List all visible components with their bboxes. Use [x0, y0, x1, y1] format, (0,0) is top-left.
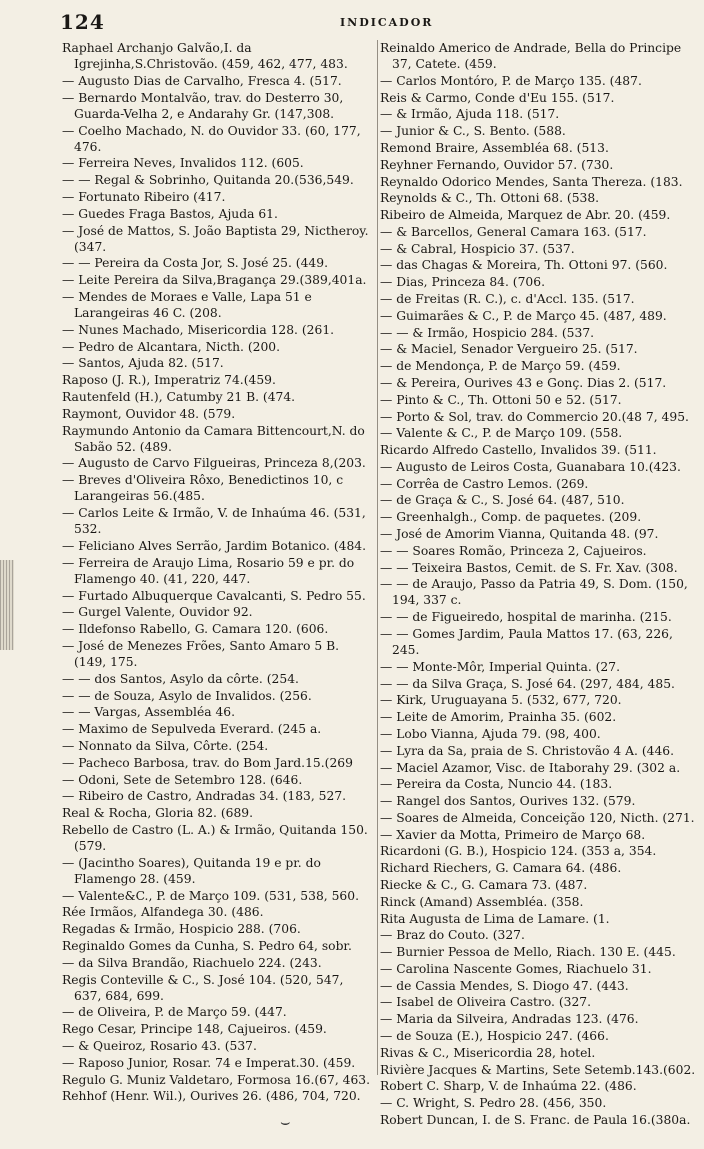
directory-entry: — & Queiroz, Rosario 43. (537.	[62, 1038, 257, 1053]
directory-entry: — Greenhalgh., Comp. de paquetes. (209.	[380, 510, 642, 525]
directory-entry: Ribeiro de Almeida, Marquez de Abr. 20. (459.	[380, 208, 671, 223]
directory-entry: Rautenfeld (H.), Catumby 21 B. (474.	[62, 389, 296, 404]
directory-entry: Richard Riechers, G. Camara 64. (486.	[380, 861, 622, 876]
directory-entry: — Ildefonso Rabello, G. Camara 120. (606.	[62, 622, 329, 637]
directory-entry: — Ribeiro de Castro, Andradas 34. (183, 527.	[62, 789, 347, 804]
page-number: 124	[60, 10, 105, 34]
directory-entry: — Isabel de Oliveira Castro. (327.	[380, 995, 592, 1010]
directory-entry: — Ferreira Neves, Invalidos 112. (605.	[62, 156, 304, 171]
directory-entry: — Valente & C., P. de Março 109. (558.	[380, 426, 623, 441]
directory-entry: Reyhner Fernando, Ouvidor 57. (730.	[380, 157, 614, 172]
right-column	[380, 40, 696, 1129]
directory-entry: — Maciel Azamor, Visc. de Itaborahy 29. (302 a.	[380, 760, 681, 775]
directory-entry: — Lyra da Sa, praia de S. Christovão 4 A. (446.	[380, 743, 675, 758]
directory-entry: — Xavier da Motta, Primeiro de Março 68.	[380, 827, 646, 842]
directory-entry: Raymundo Antonio da Camara Bittencourt,N. do Sabão 52. (489.	[62, 423, 365, 454]
directory-entry: — — Pereira da Costa Jor, S. José 25. (449.	[62, 256, 328, 271]
directory-entry: — Gurgel Valente, Ouvidor 92.	[62, 605, 253, 620]
directory-entry: — & Irmão, Ajuda 118. (517.	[380, 107, 560, 122]
directory-entry: — — Teixeira Bastos, Cemit. de S. Fr. Xav. (308.	[380, 560, 678, 575]
directory-entry: — & Maciel, Senador Vergueiro 25. (517.	[380, 342, 638, 357]
directory-entry: — Pacheco Barbosa, trav. do Bom Jard.15.(269	[62, 755, 353, 770]
directory-entry: Robert C. Sharp, V. de Inhaúma 22. (486.	[380, 1079, 637, 1094]
directory-entry: — Fortunato Ribeiro (417.	[62, 189, 226, 204]
directory-entry: — Leite de Amorim, Prainha 35. (602.	[380, 710, 617, 725]
directory-entry: — de Graça & C., S. José 64. (487, 510.	[380, 493, 625, 508]
directory-entry: — Mendes de Moraes e Valle, Lapa 51 e Larangeiras 46 C. (208.	[62, 289, 312, 321]
directory-entry: Rivière Jacques & Martins, Sete Setemb.143.(602.	[380, 1062, 696, 1077]
directory-entry: — Braz do Couto. (327.	[380, 928, 525, 943]
directory-entry: — Breves d'Oliveira Rôxo, Benedictinos 10, c Larangeiras 56.(485.	[62, 473, 344, 504]
directory-entry: — — de Figueiredo, hospital de marinha. (215.	[380, 610, 672, 625]
directory-entry: — Corrêa de Castro Lemos. (269.	[380, 476, 589, 491]
column-divider	[377, 40, 378, 1075]
directory-entry: Robert Duncan, I. de S. Franc. de Paula 16.(380a.	[380, 1112, 691, 1127]
directory-entry: Ricardo Alfredo Castello, Invalidos 39. (511.	[380, 443, 657, 458]
directory-entry: Reinaldo Americo de Andrade, Bella do Principe 37, Catete. (459.	[380, 41, 682, 72]
directory-entry: — Kirk, Uruguayana 5. (532, 677, 720.	[380, 693, 622, 708]
directory-entry: — Santos, Ajuda 82. (517.	[62, 356, 224, 371]
directory-entry: — Pereira da Costa, Nuncio 44. (183.	[380, 777, 613, 792]
directory-entry: — & Cabral, Hospicio 37. (537.	[380, 241, 575, 256]
directory-entry: — de Souza (E.), Hospicio 247. (466.	[380, 1029, 609, 1044]
directory-entry: — — Soares Romão, Princeza 2, Cajueiros.	[380, 543, 647, 558]
directory-entry: — Pinto & C., Th. Ottoni 50 e 52. (517.	[380, 392, 622, 407]
directory-entry: — das Chagas & Moreira, Th. Ottoni 97. (560.	[380, 258, 668, 273]
left-column	[62, 40, 374, 1105]
directory-entry: Remond Braire, Assembléa 68. (513.	[380, 141, 609, 155]
page-header	[0, 10, 704, 36]
directory-entry: — — Vargas, Assembléa 46.	[62, 705, 236, 720]
directory-entry: Raposo (J. R.), Imperatriz 74.(459.	[62, 373, 276, 388]
directory-entry: — — Monte-Môr, Imperial Quinta. (27.	[380, 659, 620, 674]
directory-entry: Reynaldo Odorico Mendes, Santa Thereza. (183.	[380, 174, 683, 189]
page-footer-mark: ⌣	[280, 1112, 291, 1131]
directory-entry: — de Oliveira, P. de Março 59. (447.	[62, 1005, 287, 1020]
directory-entry: Raphael Archanjo Galvão,I. da Igrejinha,S.Christovão. (459, 462, 477, 483.	[62, 41, 348, 72]
directory-entry: — Coelho Machado, N. do Ouvidor 33. (60, 177, 476.	[62, 123, 361, 154]
directory-entry: Reynolds & C., Th. Ottoni 68. (538.	[380, 191, 600, 206]
directory-entry: — Guedes Fraga Bastos, Ajuda 61.	[62, 206, 278, 221]
directory-entry: — Carlos Montóro, P. de Março 135. (487.	[380, 73, 642, 88]
directory-entry: — & Pereira, Ourives 43 e Gonç. Dias 2. (517.	[380, 375, 667, 390]
directory-entry: — Porto & Sol, trav. do Commercio 20.(48 7, 495.	[380, 409, 689, 424]
directory-entry: — Furtado Albuquerque Cavalcanti, S. Pedro 55.	[62, 588, 366, 603]
directory-entry: — Bernardo Montalvão, trav. do Desterro 30, Guarda-Velha 2, e Andarahy Gr. (147,308.	[62, 90, 344, 121]
directory-entry: — José de Mattos, S. João Baptista 29, Nictheroy. (347.	[62, 223, 369, 254]
directory-entry: — de Freitas (R. C.), c. d'Accl. 135. (517.	[380, 292, 635, 307]
binding-edge	[0, 560, 14, 650]
directory-entry: — Augusto de Leiros Costa, Guanabara 10.(423.	[380, 459, 681, 474]
directory-entry: — — & Irmão, Hospicio 284. (537.	[380, 325, 595, 340]
directory-entry: Rinck (Amand) Assembléa. (358.	[380, 894, 584, 909]
directory-entry: Rivas & C., Misericordia 28, hotel.	[380, 1045, 596, 1060]
directory-entry: Regulo G. Muniz Valdetaro, Formosa 16.(67, 463.	[62, 1072, 371, 1087]
directory-entry: — de Mendonça, P. de Março 59. (459.	[380, 359, 621, 374]
directory-entry: — da Silva Brandão, Riachuelo 224. (243.	[62, 955, 322, 970]
directory-entry: — Odoni, Sete de Setembro 128. (646.	[62, 772, 303, 787]
directory-entry: Rée Irmãos, Alfandega 30. (486.	[62, 905, 264, 920]
directory-entry: — Carolina Nascente Gomes, Riachuelo 31.	[380, 961, 652, 976]
directory-entry: — Maximo de Sepulveda Everard. (245 a.	[62, 722, 322, 737]
running-title: INDICADOR	[340, 16, 434, 29]
directory-entry: — Lobo Vianna, Ajuda 79. (98, 400.	[380, 726, 601, 741]
directory-entry: — Raposo Junior, Rosar. 74 e Imperat.30. (459.	[62, 1055, 356, 1070]
directory-entry: Raymont, Ouvidor 48. (579.	[62, 406, 236, 421]
directory-entry: — Nonnato da Silva, Côrte. (254.	[62, 738, 269, 753]
directory-entry: — Augusto de Carvo Filgueiras, Princeza 8,(203.	[62, 456, 366, 471]
directory-entry: — Feliciano Alves Serrão, Jardim Botanico. (484.	[62, 538, 367, 553]
directory-entry: — C. Wright, S. Pedro 28. (456, 350.	[380, 1096, 607, 1111]
directory-entry: — — da Silva Graça, S. José 64. (297, 484, 485.	[380, 676, 675, 691]
directory-entry: — Rangel dos Santos, Ourives 132. (579.	[380, 794, 636, 809]
directory-entry: Rehhof (Henr. Wil.), Ourives 26. (486, 704, 720.	[62, 1089, 361, 1104]
directory-entry: Rego Cesar, Principe 148, Cajueiros. (459.	[62, 1022, 327, 1037]
directory-entry: — — Gomes Jardim, Paula Mattos 17. (63, 226, 245.	[380, 626, 673, 658]
directory-entry: Rita Augusta de Lima de Lamare. (1.	[380, 911, 610, 926]
directory-entry: — Burnier Pessoa de Mello, Riach. 130 E. (445.	[380, 945, 676, 960]
directory-entry: — — de Araujo, Passo da Patria 49, S. Dom. (150, 194, 337 c.	[380, 577, 688, 608]
directory-entry: — Leite Pereira da Silva,Bragança 29.(389,401a.	[62, 273, 367, 288]
directory-entry: — Dias, Princeza 84. (706.	[380, 275, 545, 290]
directory-entry: Riecke & C., G. Camara 73. (487.	[380, 878, 588, 892]
directory-entry: — Ferreira de Araujo Lima, Rosario 59 e pr. do Flamengo 40. (41, 220, 447.	[62, 555, 355, 586]
directory-entry: — (Jacintho Soares), Quitanda 19 e pr. do Flamengo 28. (459.	[62, 855, 321, 886]
directory-entry: — Guimarães & C., P. de Março 45. (487, 489.	[380, 308, 667, 323]
directory-entry: — Nunes Machado, Misericordia 128. (261.	[62, 322, 335, 337]
directory-entry: — & Barcellos, General Camara 163. (517.	[380, 224, 647, 239]
directory-entry: Real & Rocha, Gloria 82. (689.	[62, 806, 254, 821]
directory-entry: Rebello de Castro (L. A.) & Irmão, Quitanda 150. (579.	[62, 822, 368, 853]
directory-entry: — José de Amorim Vianna, Quitanda 48. (97.	[380, 526, 659, 541]
directory-entry: — Carlos Leite & Irmão, V. de Inhaúma 46. (531, 532.	[62, 506, 366, 537]
directory-entry: — Augusto Dias de Carvalho, Fresca 4. (517.	[62, 73, 342, 88]
directory-entry: Reginaldo Gomes da Cunha, S. Pedro 64, sobr.	[62, 938, 352, 953]
directory-entry: Regis Conteville & C., S. José 104. (520, 547, 637, 684, 699.	[62, 972, 344, 1003]
directory-entry: — — dos Santos, Asylo da côrte. (254.	[62, 671, 299, 686]
directory-entry: Regadas & Irmão, Hospicio 288. (706.	[62, 922, 301, 937]
directory-entry: — Soares de Almeida, Conceição 120, Nicth. (271.	[380, 810, 695, 825]
directory-entry: — de Cassia Mendes, S. Diogo 47. (443.	[380, 978, 629, 993]
directory-entry: — — Regal & Sobrinho, Quitanda 20.(536,549.	[62, 173, 354, 188]
directory-entry: Ricardoni (G. B.), Hospicio 124. (353 a, 354.	[380, 844, 657, 859]
directory-entry: — — de Souza, Asylo de Invalidos. (256.	[62, 688, 312, 703]
directory-entry: — Maria da Silveira, Andradas 123. (476.	[380, 1012, 639, 1027]
directory-entry: — Pedro de Alcantara, Nicth. (200.	[62, 339, 281, 354]
directory-entry: — José de Menezes Frões, Santo Amaro 5 B. (149, 175.	[62, 638, 340, 670]
directory-entry: — Junior & C., S. Bento. (588.	[380, 124, 566, 139]
directory-entry: — Valente&C., P. de Março 109. (531, 538, 560.	[62, 888, 359, 903]
directory-entry: Reis & Carmo, Conde d'Eu 155. (517.	[380, 90, 615, 105]
